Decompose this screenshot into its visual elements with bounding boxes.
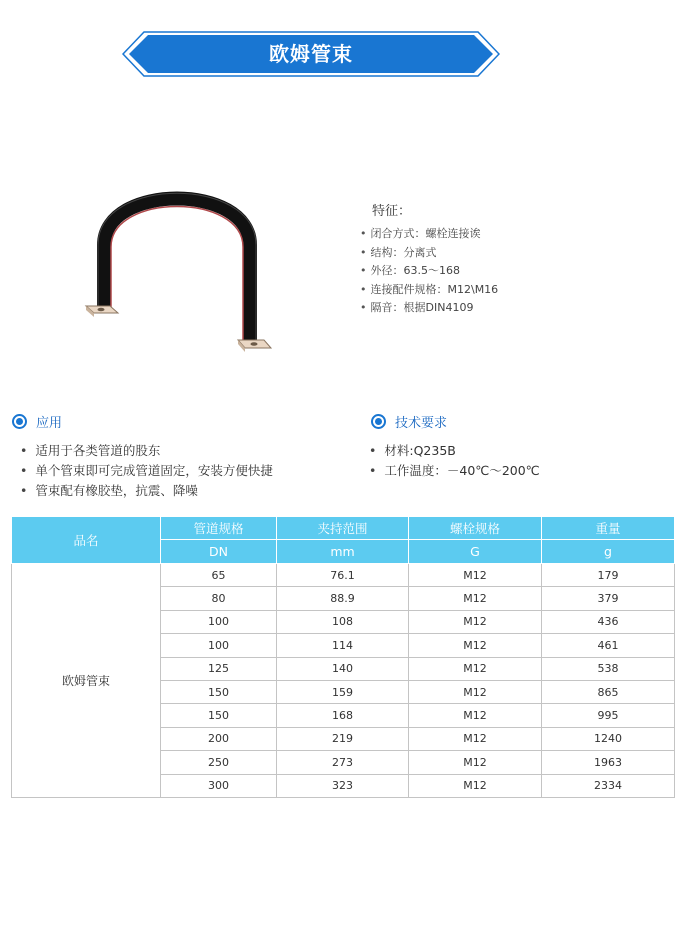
unit-pipe: DN [161, 540, 277, 564]
cell-bolt: M12 [409, 704, 542, 727]
unit-weight: g [542, 540, 675, 564]
u-pipe-clamp-image [78, 185, 278, 360]
product-image [78, 185, 278, 360]
unit-clamp: mm [277, 540, 409, 564]
tech-header [371, 411, 447, 431]
unit-bolt: G [409, 540, 542, 564]
page-title: 欧姆管束 [269, 42, 353, 66]
cell-mm: 76.1 [277, 564, 409, 587]
header-weight: 重量 [542, 517, 675, 540]
cell-mm: 108 [277, 610, 409, 633]
cell-bolt: M12 [409, 634, 542, 657]
cell-dn: 125 [161, 657, 277, 680]
tech-item: • 工作温度：－40℃～200℃ [369, 461, 540, 481]
cell-bolt: M12 [409, 774, 542, 797]
cell-weight: 179 [542, 564, 675, 587]
header-pipe: 管道规格 [161, 517, 277, 540]
application-item: • 单个管束即可完成管道固定，安装方便快捷 [20, 461, 273, 481]
feature-item: • 连接配件规格：M12\M16 [360, 281, 660, 300]
cell-mm: 219 [277, 727, 409, 750]
tech-list [369, 441, 540, 481]
application-item: • 适用于各类管道的股东 [20, 441, 273, 461]
target-circle-icon [371, 414, 386, 429]
table-row [12, 564, 675, 587]
application-header [12, 411, 62, 431]
table-body [12, 564, 675, 798]
cell-mm: 273 [277, 751, 409, 774]
spec-table [11, 516, 675, 798]
features-list [360, 225, 660, 318]
cell-weight: 1963 [542, 751, 675, 774]
header-bolt: 螺栓规格 [409, 517, 542, 540]
feature-item: • 隔音：根据DIN4109 [360, 299, 660, 318]
cell-bolt: M12 [409, 751, 542, 774]
cell-weight: 461 [542, 634, 675, 657]
product-name-cell: 欧姆管束 [12, 564, 161, 798]
header-name: 品名 [12, 517, 161, 564]
cell-mm: 323 [277, 774, 409, 797]
feature-item: • 闭合方式：螺栓连接诶 [360, 225, 660, 244]
application-list [20, 441, 273, 501]
cell-weight: 436 [542, 610, 675, 633]
cell-dn: 65 [161, 564, 277, 587]
cell-mm: 140 [277, 657, 409, 680]
cell-weight: 865 [542, 680, 675, 703]
feature-item: • 结构：分离式 [360, 244, 660, 263]
cell-mm: 159 [277, 680, 409, 703]
cell-weight: 1240 [542, 727, 675, 750]
application-title: 应用 [36, 415, 63, 431]
cell-dn: 150 [161, 680, 277, 703]
application-item: • 管束配有橡胶垫，抗震、降噪 [20, 481, 273, 501]
cell-bolt: M12 [409, 610, 542, 633]
cell-mm: 114 [277, 634, 409, 657]
cell-dn: 100 [161, 610, 277, 633]
cell-mm: 88.9 [277, 587, 409, 610]
cell-bolt: M12 [409, 564, 542, 587]
features-title: 特征： [372, 204, 412, 219]
cell-dn: 250 [161, 751, 277, 774]
cell-dn: 200 [161, 727, 277, 750]
cell-dn: 100 [161, 634, 277, 657]
tech-item: • 材料:Q235B [369, 441, 540, 461]
cell-dn: 80 [161, 587, 277, 610]
tech-title: 技术要求 [395, 415, 448, 431]
cell-weight: 538 [542, 657, 675, 680]
cell-weight: 995 [542, 704, 675, 727]
target-circle-icon [12, 414, 27, 429]
feature-item: • 外径：63.5～168 [360, 262, 660, 281]
cell-weight: 379 [542, 587, 675, 610]
title-banner [122, 31, 500, 77]
cell-dn: 150 [161, 704, 277, 727]
table-header-row [12, 517, 675, 540]
header-clamp: 夹持范围 [277, 517, 409, 540]
cell-bolt: M12 [409, 587, 542, 610]
cell-bolt: M12 [409, 657, 542, 680]
cell-weight: 2334 [542, 774, 675, 797]
features-panel [360, 200, 660, 318]
cell-mm: 168 [277, 704, 409, 727]
cell-bolt: M12 [409, 680, 542, 703]
cell-bolt: M12 [409, 727, 542, 750]
cell-dn: 300 [161, 774, 277, 797]
